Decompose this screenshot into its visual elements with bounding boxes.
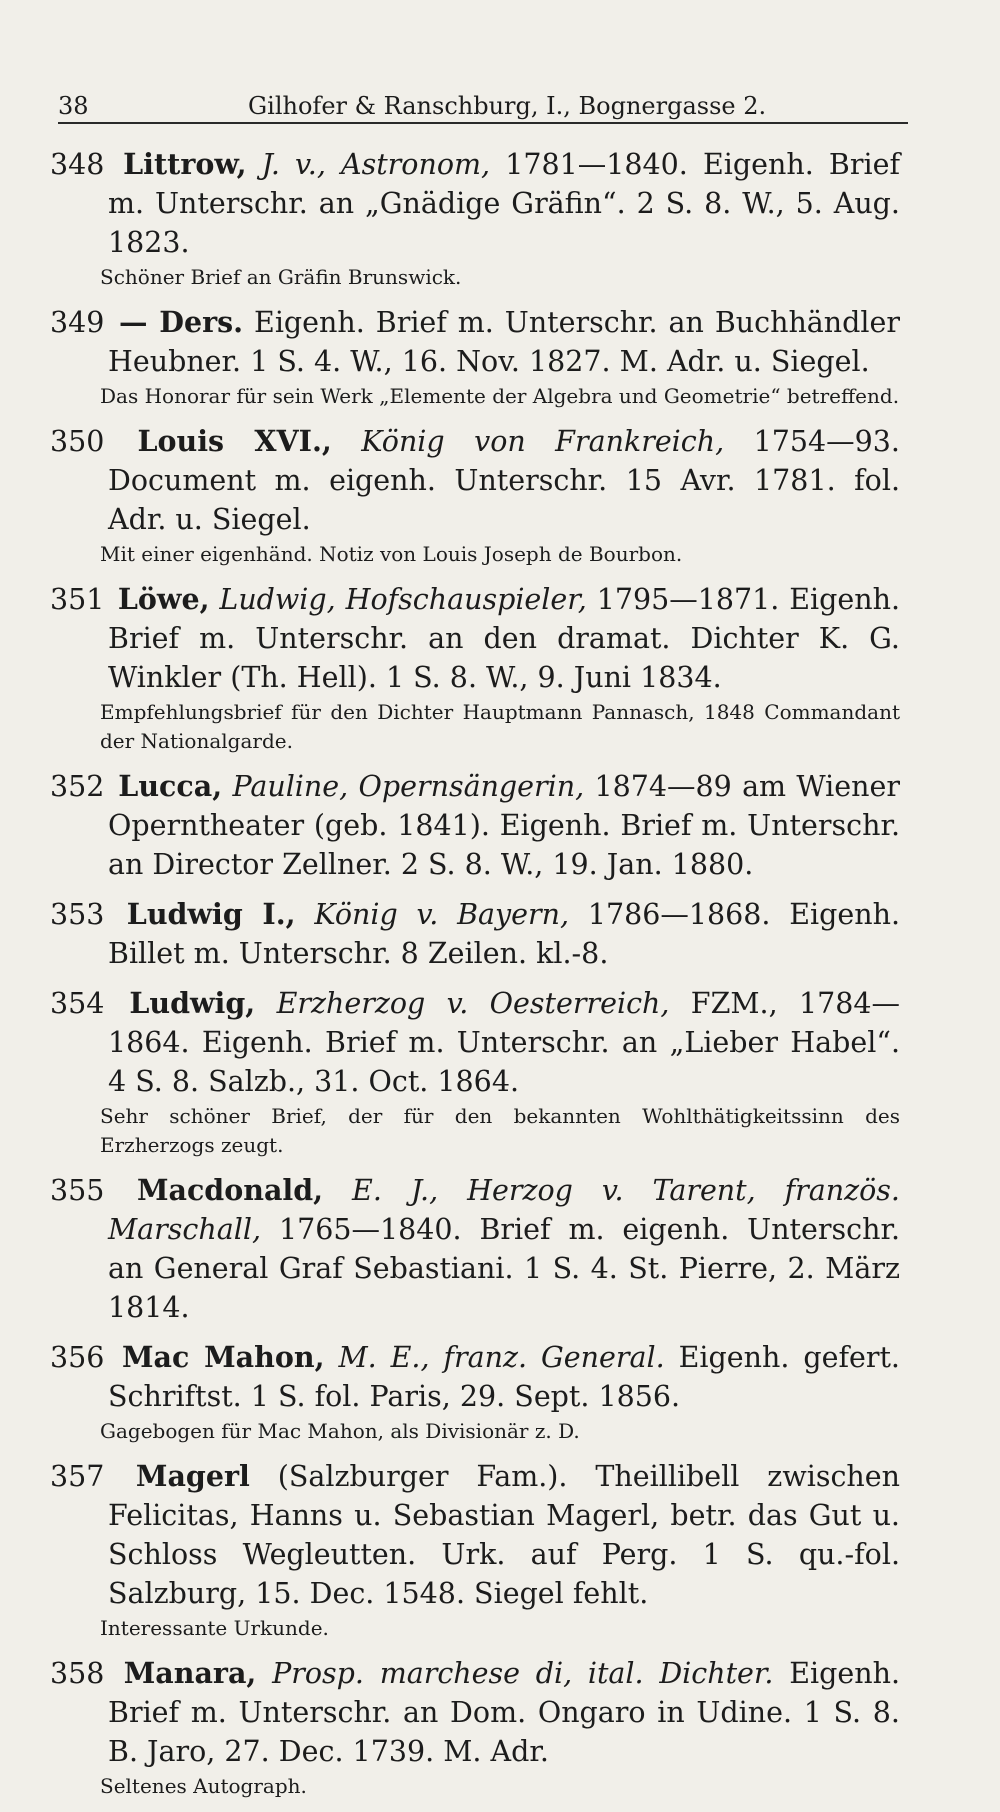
entry-description [50,1338,900,1416]
entry-name: Macdonald, [136,1173,324,1207]
entry-name: Ludwig, [129,986,256,1020]
entry-title: König von Frankreich, [361,425,725,458]
entry-text: Eigenh. gefert. Schriftst. 1 S. fol. Paris, 29. Sept. 1856. [108,1341,900,1413]
entry-note: Empfehlungsbrief für den Dichter Hauptmann Pannasch, 1848 Commandant der Nationalgarde. [100,700,900,753]
entry-number: 349 [50,306,105,339]
entry-text: 1781—1840. Eigenh. Brief m. Unterschr. an „Gnädige Gräfin“. 2 S. 8. W., 5. Aug. 1823. [108,148,900,259]
entry-name: Mac Mahon, [121,1340,325,1374]
entry-description [50,145,900,262]
catalog-entry [50,1338,900,1446]
entry-number: 353 [50,898,105,931]
entry-name: Manara, [123,1656,257,1690]
entry-title: Prosp. marchese di, ital. Dichter. [272,1657,774,1690]
entry-number: 351 [50,583,105,616]
entry-name: — Ders. [118,305,244,339]
entry-title: Ludwig, Hofschauspieler, [219,583,587,616]
header-title: Gilhofer & Ranschburg, I., Bognergasse 2. [248,92,767,120]
entry-description [50,422,900,539]
entry-description [50,1171,900,1327]
catalog-entry [50,767,900,884]
entry-note: Interessante Urkunde. [100,1616,329,1640]
entry-title: E. J., Herzog v. Tarent, französ. Marschall, [108,1174,900,1246]
entry-description [50,303,900,381]
running-header [58,78,908,124]
entry-text: Eigenh. Brief m. Unterschr. an Dom. Ongaro in Udine. 1 S. 8. B. Jaro, 27. Dec. 1739. M. Adr. [108,1657,901,1768]
catalog-entry [50,145,900,292]
entry-description [50,580,900,697]
entry-name: Louis XVI., [137,424,332,458]
entry-number: 352 [50,770,105,803]
entry-note: Sehr schöner Brief, der für den bekannten Wohlthätigkeitssinn des Erzherzogs zeugt. [100,1104,900,1157]
entry-title: J. v., Astronom, [261,148,491,181]
entry-text: 1795—1871. Eigenh. Brief m. Unterschr. an den dramat. Dichter K. G. Winkler (Th. Hell). 1 S. 8. W., 9. Juni 1834. [108,583,901,694]
entry-title: Pauline, Opernsängerin, [232,770,585,803]
entry-text: Eigenh. Brief m. Unterschr. an Buchhändler Heubner. 1 S. 4. W., 16. Nov. 1827. M. Adr. u. Siegel. [108,306,900,378]
entry-description [50,1654,900,1771]
entry-text: FZM., 1784—1864. Eigenh. Brief m. Unterschr. an „Lieber Habel“. 4 S. 8. Salzb., 31. Oct. 1864. [108,987,901,1098]
entry-number: 350 [50,425,105,458]
entry-name: Lucca, [118,769,223,803]
catalog-entry [50,984,900,1160]
entry-name: Löwe, [117,582,210,616]
entry-note: Schöner Brief an Gräfin Brunswick. [100,265,462,289]
entry-text: 1754—93. Document m. eigenh. Unterschr. 15 Avr. 1781. fol. Adr. u. Siegel. [108,425,900,536]
entry-number: 357 [50,1460,105,1493]
entry-name: Magerl [135,1459,250,1493]
catalog-entry [50,580,900,756]
entry-title: Erzherzog v. Oesterreich, [276,987,670,1020]
entry-text: 1765—1840. Brief m. eigenh. Unterschr. an General Graf Sebastiani. 1 S. 4. St. Pierre, 2. März 1814. [108,1213,900,1324]
entry-title: M. E., franz. General. [338,1341,665,1374]
entry-text: (Salzburger Fam.). Theillibell zwischen Felicitas, Hanns u. Sebastian Magerl, betr. das Gut u. Schloss Wegleutten. Urk. auf Perg. 1 S. qu.-fol. Salzburg, 15. Dec. 1548. Siegel fehlt. [108,1460,900,1610]
entry-description [50,984,900,1101]
catalog-entry [50,1171,900,1327]
catalog-entry [50,422,900,569]
entry-name: Littrow, [123,147,247,181]
entry-name: Ludwig I., [126,897,296,931]
page-number: 38 [58,92,89,120]
catalog-entry [50,303,900,411]
catalog-entry [50,1457,900,1643]
entry-note: Das Honorar für sein Werk „Elemente der Algebra und Geometrie“ betreffend. [100,384,900,408]
catalog-entry [50,1654,900,1801]
entries-list [50,145,900,1812]
entry-text: 1874—89 am Wiener Operntheater (geb. 1841). Eigenh. Brief m. Unterschr. an Director Zellner. 2 S. 8. W., 19. Jan. 1880. [108,770,900,881]
entry-number: 358 [50,1657,105,1690]
entry-note: Seltenes Autograph. [100,1774,307,1798]
entry-description [50,895,900,973]
entry-title: König v. Bayern, [314,898,570,931]
entry-text: 1786—1868. Eigenh. Billet m. Unterschr. 8 Zeilen. kl.-8. [108,898,901,970]
entry-number: 355 [50,1174,105,1207]
entry-number: 348 [50,148,105,181]
entry-number: 356 [50,1341,105,1374]
entry-description [50,767,900,884]
entry-note: Mit einer eigenhänd. Notiz von Louis Joseph de Bourbon. [100,542,683,566]
catalog-entry [50,895,900,973]
entry-note: Gagebogen für Mac Mahon, als Divisionär z. D. [100,1419,580,1443]
entry-number: 354 [50,987,105,1020]
entry-description [50,1457,900,1613]
